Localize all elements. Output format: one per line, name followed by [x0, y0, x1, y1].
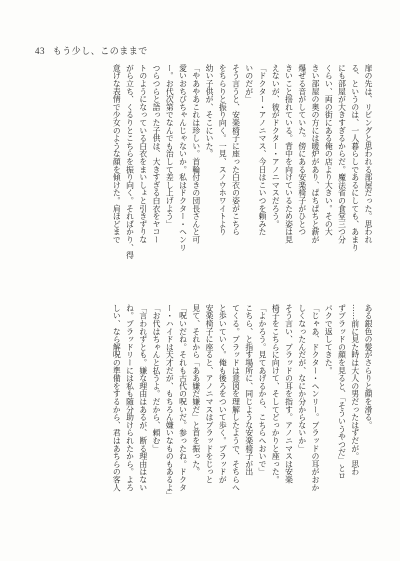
text-column: 幼い子供が、そこにいた。: [205, 64, 214, 158]
text-column: しい、なら解呪の準備をするから、君はあちらの客人: [112, 304, 122, 492]
text-column: ずブラッドの顔を見ると、「そういうやつだ」とロ: [337, 304, 347, 480]
text-column: ね。ブラッドリーには私も随分助けられたから。よろ: [125, 304, 135, 492]
text-column: 「ドクター・アノニマス、今日はこいつを頼みた: [258, 64, 267, 236]
text-column: 愛いおちびちゃんじゃないか。私はドクター・ヘンリ: [178, 64, 188, 252]
text-column: をちらりと振り向く。一見、スノウホワイトより: [218, 64, 228, 236]
text-column: えないが、彼がドクター・アノニマスだろう。: [271, 64, 281, 228]
text-column: がら立ち、くるりとこちらを振り向く。そればかり、得: [125, 64, 135, 259]
text-column: 「やあやあこれは珍しい。首輪付きの団長さんと可: [191, 64, 201, 244]
text-column: きいこと揺れている。背中を向けているため姿は見: [284, 64, 294, 244]
text-column: こちら、と指す場所に、同じような安楽椅子が出: [244, 304, 254, 476]
text-column: 椅子をこちらに向けて、そしてどっかりと座った。: [271, 304, 281, 484]
text-block-lower: [30, 304, 375, 540]
text-column: 「お代はちゃんと払うよ。だから、頼む」: [152, 304, 161, 453]
text-column: 「よかろう。見てあげるから、こちらへおいで」: [258, 304, 267, 476]
text-column: ー。お代次第でなんでも治して差し上げよう」: [165, 64, 175, 228]
text-column: いのだが」: [244, 64, 254, 103]
text-column: 見て、それから「ああ嫌だ嫌だ」と首を振った。: [191, 304, 201, 476]
text-column: にも部屋が大きすぎるからだ。魔法省の食堂三つ分: [337, 64, 347, 244]
text-column: と歩いていく。俺も後ろをついて歩く。ブラッドが: [218, 304, 228, 484]
text-column: 扉の先は、リビングと思われる部屋だった。思われ: [364, 64, 373, 244]
text-column: 安楽椅子に座ると、アノニマスはブラッドをじっと: [205, 304, 214, 484]
text-column: ある銀色の髪がさらりと顔を滑る。: [364, 304, 373, 429]
text-column: しくなったんだが、なにか分からないか」: [297, 304, 307, 453]
text-column: トのようになっている白衣をまいしょと引きずりな: [138, 64, 148, 244]
text-column: きい部屋の奥の方には暖炉があり、ぱちぱちと薪が: [311, 64, 320, 244]
text-column: 「呪いだね。それも古代の呪いだ。参ったね。ドクタ: [178, 304, 188, 492]
text-column: 爆ぜる音がしていた。傍にある安楽椅子がひとつ: [297, 64, 307, 236]
running-title: もう少し、このままで: [52, 46, 148, 56]
text-column: ー・ハイドは天才だが、もちろん嫌いなものもあるよ」: [165, 304, 175, 499]
text-column: 「言われずとも。嫌な理由はあるが、断る理由はない: [138, 304, 148, 492]
running-header: [35, 44, 148, 57]
text-column: パクで返してきた。: [324, 304, 334, 375]
text-column: てくる。ブラッドは意図を理解したようで、そちらへ: [231, 304, 241, 492]
text-column: 意げな表情で少女のような顔を傾けた。肩ほどまで: [112, 64, 122, 244]
text-column: る、というのは、一人暮らしであるにしても、あまり: [350, 64, 360, 252]
page-number: 43: [35, 46, 45, 56]
text-column: 「じゃあ、ドクター・ヘンリー。ブラッドの耳がおか: [311, 304, 320, 492]
text-column: くらい、両の街にある俺の店より大きい。その大: [324, 64, 334, 236]
text-column: ……前に見た時は大人の男だったはずだが。思わ: [350, 304, 360, 476]
text-column: そう言い、ブラッドの耳を指す。アノニマスは安楽: [284, 304, 294, 484]
text-block-upper: [30, 64, 375, 300]
text-column: そう言うと、安楽椅子に座った白衣の姿がこちら: [231, 64, 241, 236]
text-column: つらつらと語った子供は、大きすぎる白衣をヤコー: [152, 64, 161, 244]
